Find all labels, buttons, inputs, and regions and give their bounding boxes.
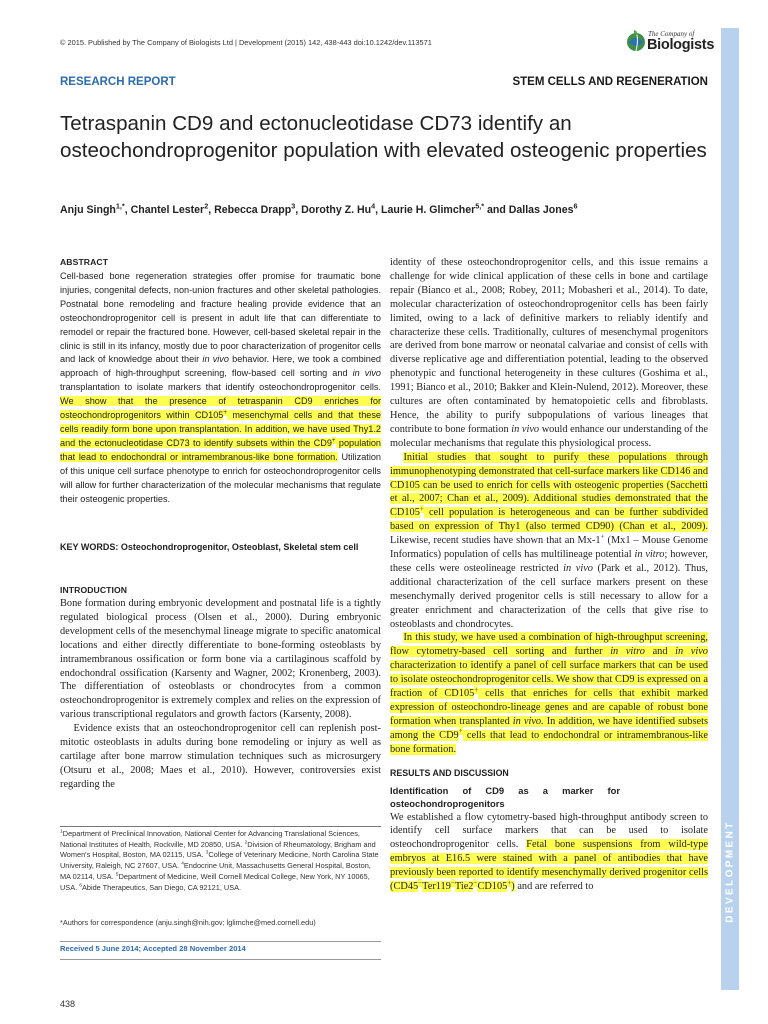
- text-run: Likewise, recent studies have shown that an Mx-1: [390, 535, 601, 547]
- text-run: Evidence exists that an osteochondroprogenitor cell can replenish post-mitotic osteoblasts in adults during bone remodeling or injury as well as cartilage after bone marrow stimulation techniques such as microsurgery (Otsuru et al., 2008; Maes et al., 2010). However, controversies exist regarding the: [60, 723, 381, 790]
- text-run: (Park et al., 2012). Thus, additional characterization of the cell surface markers present on these mesenchymally derived progenitor cells is still necessary to allow for a greater enrichment and characterization of the cells that give rise to osteoblasts and chondrocytes.: [390, 562, 708, 630]
- highlighted-text: and: [644, 646, 676, 658]
- highlighted-text: in vivo: [675, 646, 708, 658]
- highlighted-text: characterization to identify a panel of cell surface markers that can be used to isolate osteochondroprogenitor cells. We show that CD9 is expressed on a fraction of CD105: [390, 660, 708, 700]
- highlighted-text: Fetal bone suspensions from wild-type embryos at E16.5 were stained with a panel of antibodies that have previously been reported to identify mesenchymally derived progenitor cells (CD45: [390, 839, 708, 893]
- superscript: 2: [204, 201, 209, 211]
- text-run: , Chantel Lester: [124, 204, 205, 216]
- highlighted-text: cells that lead to endochondral or intramembranous-like bone formation.: [390, 729, 708, 755]
- text-run: Cell-based bone regeneration strategies offer promise for traumatic bone injuries, congenital defects, non-union fractures and other skeletal pathologies. Postnatal bone remodeling and fracture healing provide evidence that an osteochondroprogenitor cell is present in adult life that can differentiate to remodel or repair the fractured bone. However, cell-based skeletal repair in the clinic is still in its infancy, mostly due to poor characterization of progenitor cells and lack of knowledge about their: [60, 271, 381, 365]
- article-title: Tetraspanin CD9 and ectonucleotidase CD73 identify an osteochondroprogenitor population with elevated osteogenic properties: [60, 112, 707, 162]
- superscript: 5,*: [475, 201, 485, 211]
- section-label: STEM CELLS AND REGENERATION: [512, 76, 708, 88]
- results-heading: RESULTS AND DISCUSSION: [390, 767, 509, 778]
- superscript: −: [418, 878, 423, 887]
- highlighted-text: Initial studies that sought to purify these populations through immunophenotyping demonstrated that cell-surface markers like CD146 and CD105 can be used to enrich for cells with osteogenic properties (Sacchetti et al., 2007; Chan et al., 2009). Additional studies demonstrated that the CD105: [390, 451, 708, 519]
- text-run: transplantation to isolate markers that identify osteochondroprogenitor cells.: [60, 382, 381, 393]
- abstract-heading: ABSTRACT: [60, 257, 109, 267]
- superscript: 4: [371, 201, 376, 211]
- superscript: 2: [244, 839, 248, 846]
- text-run: Utilization of this unique cell surface phenotype to enrich for osteochondroprogenitor cells will allow for further characterization of the molecular mechanisms that regulate their osteogenic properties.: [60, 451, 382, 504]
- keywords: [60, 541, 381, 554]
- text-run: in vitro: [634, 549, 665, 561]
- text-run: Bone formation during embryonic development and postnatal life is a tightly regulated biological process (Olsen et al., 2000). During embryonic development cells of the mesenchymal lineage migrate to specific anatomical locations and either directly differentiate to bone-forming osteoblasts by intramembranous ossification or form bone via a cartilaginous scaffold by endochondral ossification (Karsenty and Wagner, 2002; Kronenberg, 2003). The differentiation of osteoblasts or chondrocytes from a common osteochondroprogenitor is extremely complex and relies on the expression of various transcriptional regulators and growth factors (Karsenty, 2008).: [60, 598, 381, 721]
- journal-side-tab: [721, 28, 739, 990]
- side-tab-label: DEVELOPMENT: [724, 820, 736, 923]
- highlighted-text: Tie2: [454, 881, 474, 893]
- superscript: −: [450, 878, 455, 887]
- text-run: , Dorothy Z. Hu: [295, 204, 372, 216]
- logo-text-small: The Company of: [648, 30, 695, 38]
- correspondence-note: *Authors for correspondence (anju.singh@nih.gov; lglimche@med.cornell.edu): [60, 918, 316, 927]
- superscript: +: [223, 409, 227, 417]
- superscript: 6: [79, 882, 82, 889]
- text-run: and are referred to: [514, 881, 594, 893]
- text-run: would enhance our understanding of the molecular mechanisms that regulate this physiological process.: [390, 423, 708, 449]
- text-run: (Mx1 – Mouse Genome Informatics) population of cells has multilineage potential: [390, 535, 708, 561]
- superscript: 4: [181, 860, 184, 867]
- text-run: in vivo: [563, 562, 593, 574]
- superscript: +: [507, 878, 512, 887]
- text-run: in vivo: [511, 423, 540, 435]
- paragraph: [60, 722, 381, 792]
- highlighted-text: In this study, we have used a combination of high-throughput screening, flow cytometry-based cell sorting and further: [390, 632, 708, 658]
- introduction-body: [60, 597, 381, 792]
- text-run: Anju Singh: [60, 204, 116, 216]
- superscript: 3: [291, 201, 296, 211]
- paragraph: [390, 451, 708, 632]
- article-type-label: RESEARCH REPORT: [60, 76, 176, 88]
- superscript: 3: [205, 849, 209, 856]
- text-run: Abide Therapeutics, San Diego, CA 92121, USA.: [81, 882, 242, 892]
- publisher-logo[interactable]: [626, 27, 716, 57]
- keywords-label: KEY WORDS:: [60, 542, 119, 552]
- author-list: [60, 201, 720, 216]
- affiliations-footnote: [60, 829, 381, 893]
- highlighted-text: mesenchymal cells and that these cells readily form bone upon transplantation. In addition, we have used Thy1.2 and the ectonucleotidase CD73 to identify subsets within the CD9: [60, 410, 381, 448]
- text-run: behavior. Here, we took a combined approach of high-throughput screening, flow-based cell sorting and: [60, 354, 381, 379]
- superscript: 1,*: [115, 201, 125, 211]
- superscript: 5: [115, 871, 119, 878]
- text-run: , Laurie H. Glimcher: [375, 204, 476, 216]
- text-run: Division of Rheumatology, Brigham and Women's Hospital, Boston, MA 02115, USA.: [60, 839, 376, 860]
- introduction-heading: INTRODUCTION: [60, 585, 128, 595]
- divider: [60, 959, 381, 960]
- text-run: , Rebecca Drapp: [208, 204, 292, 216]
- highlighted-text: In addition, we have identified subsets among the CD9: [390, 715, 708, 741]
- superscript: −: [473, 878, 478, 887]
- received-dates: Received 5 June 2014; Accepted 28 November 2014: [60, 944, 246, 953]
- paragraph: [390, 256, 708, 451]
- globe-leaf-icon: [626, 29, 646, 53]
- superscript: +: [474, 685, 479, 694]
- footnote-divider: [60, 826, 381, 827]
- divider: [60, 941, 381, 942]
- text-run: identity of these osteochondroprogenitor cells, and this issue remains a challenge for wide clinical application of these cells in bone and cartilage repair (Bianco et al., 2008; Robey, 2011; Mobasheri et al., 2014). To date, molecular characterization of osteochondroprogenitor cells has been fairly limited, owing to a lack of definitive markers to reliably identify and characterize these cells. Traditionally, cultures of mesenchymal progenitors are derived from bone marrow or neonatal calvariae and consist of cells with diverse replicative age and differentiation potential, leading to the observed phenotypic and functional heterogeneity in these cultures (Goshima et al., 1991; Bianco et al., 2010; Bakker and Klein-Nulend, 2012). Moreover, these cultures are often contaminated by hematopoietic cells and fibroblasts. Hence, the ability to purify subpopulations of various lineages that contribute to bone formation: [390, 257, 708, 435]
- superscript: +: [458, 727, 463, 736]
- introduction-section: [60, 585, 381, 792]
- right-column: [390, 256, 708, 1016]
- text-run: and Dallas Jones: [484, 204, 574, 216]
- superscript: +: [600, 532, 605, 541]
- paragraph: [390, 631, 708, 756]
- text-run: ; however, these cells were osteolineage restricted: [390, 549, 708, 574]
- superscript: +: [419, 504, 424, 513]
- highlighted-text: population that lead to endochondral or intramembranous-like bone formation.: [60, 437, 382, 462]
- paragraph: [390, 811, 708, 894]
- paragraph: [60, 597, 381, 722]
- abstract-body: [60, 270, 381, 506]
- page-number: 438: [60, 999, 76, 1009]
- abstract-section: [60, 257, 381, 506]
- superscript: +: [331, 436, 336, 444]
- logo-text-big: Biologists: [647, 37, 715, 53]
- highlighted-text: Ter119: [422, 881, 451, 893]
- highlighted-text: cells that enriches for cells that exhibit marked expression of osteochondro-lineage genes and are capable of robust bone formation when transplanted: [390, 688, 708, 727]
- highlighted-text: ): [511, 881, 515, 893]
- highlighted-text: cell population is heterogeneous and can be further subdivided based on expression of Thy1 (also termed CD90) (Chan et al., 2009).: [390, 507, 708, 533]
- journal-meta-line: © 2015. Published by The Company of Biologists Ltd | Development (2015) 142, 438-443 doi:10.1242/dev.113571: [60, 38, 432, 47]
- highlighted-text: in vivo.: [512, 715, 544, 727]
- keywords-text: Osteochondroprogenitor, Osteoblast, Skeletal stem cell: [118, 542, 359, 552]
- superscript: 6: [573, 201, 578, 211]
- superscript: 1: [60, 828, 63, 835]
- highlighted-text: CD105: [477, 881, 508, 893]
- highlighted-text: in vitro: [610, 646, 645, 658]
- text-run: in vivo: [352, 368, 381, 379]
- text-run: College of Veterinary Medicine, North Carolina State University, Raleigh, NC 27607, USA.: [60, 850, 379, 871]
- text-run: Department of Preclinical Innovation, National Center for Advancing Translational Sciences, National Institutes of Health, Rockville, MD 20850, USA.: [60, 829, 360, 849]
- text-run: We established a flow cytometry-based high-throughput antibody screen to identify cell surface markers that can be used to isolate osteochondroprogenitor cells.: [390, 811, 708, 851]
- text-run: Endocrine Unit, Massachusetts General Hospital, Boston, MA 02114, USA.: [60, 861, 371, 881]
- results-subheading: Identification of CD9 as a marker for osteochondroprogenitors: [390, 784, 620, 809]
- highlighted-text: We show that the presence of tetraspanin CD9 enriches for osteochondroprogenitors within CD105: [60, 396, 381, 421]
- text-run: Department of Medicine, Weill Cornell Medical College, New York, NY 10065, USA.: [60, 871, 370, 892]
- text-run: in vivo: [202, 354, 229, 365]
